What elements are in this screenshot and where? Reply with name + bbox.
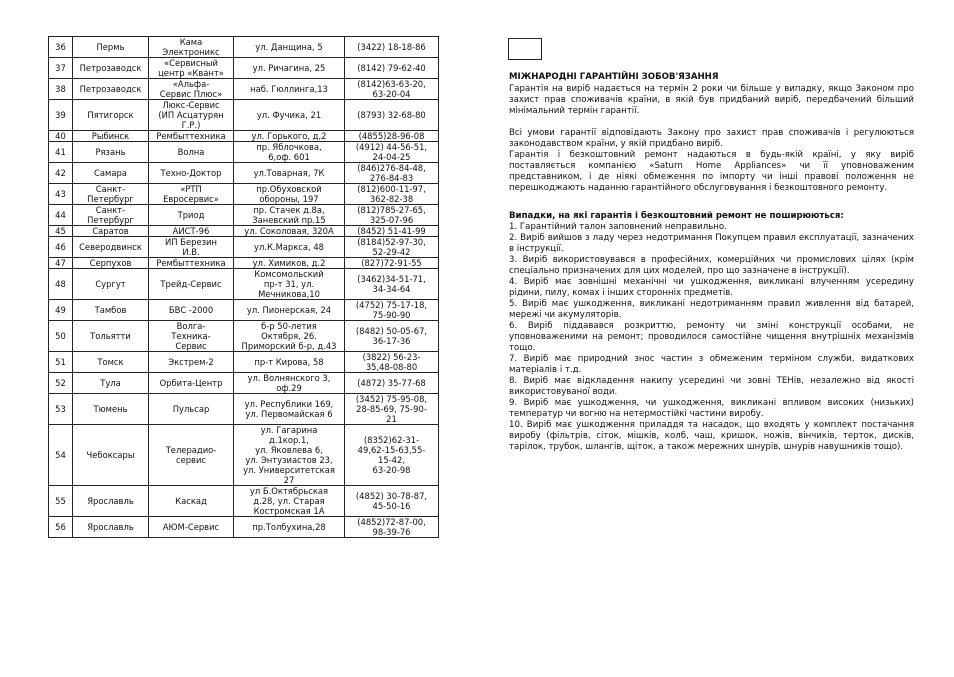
cell-text: БВС -2000 — [168, 305, 214, 315]
cell-text: 50 — [55, 331, 66, 341]
cell-text: 41 — [55, 147, 66, 157]
cell-text: (4872) 35-77-68 — [357, 378, 426, 388]
row-number-cell — [49, 486, 73, 517]
row-number-cell — [49, 425, 73, 486]
cell-text: ул. Волнянского 3, — [247, 373, 331, 383]
cell-text: ул. Республики 169, — [244, 399, 334, 409]
cell-text: 43 — [55, 189, 66, 199]
cell-text: пр. Яблочкова, — [256, 142, 322, 152]
row-number-cell — [49, 100, 73, 131]
phone-cell — [345, 205, 439, 226]
cell-text: (8352)62-31- — [363, 435, 420, 445]
cell-text: (3462)34-51-71, — [357, 274, 426, 284]
phone-cell — [345, 352, 439, 373]
row-number-cell — [49, 226, 73, 237]
row-number-cell — [49, 131, 73, 142]
warranty-title: МІЖНАРОДНІ ГАРАНТІЙНІ ЗОБОВ'ЯЗАННЯ — [509, 72, 719, 82]
cell-text: Чебоксары — [86, 450, 135, 460]
city-cell — [73, 237, 149, 258]
cell-text: (812)600-11-97, — [357, 184, 426, 194]
cell-text: наб. Гюллинга,13 — [250, 84, 328, 94]
address-cell — [234, 226, 345, 237]
row-number-cell — [49, 517, 73, 538]
cell-text: Орбита-Центр — [159, 378, 223, 388]
address-cell — [234, 184, 345, 205]
cell-text: ул.К.Маркса, 48 — [253, 242, 325, 252]
cell-text: 56 — [55, 522, 66, 532]
table-row — [49, 131, 439, 142]
exclusion-item: 1. Гарантійний талон заповнений неправильно. — [509, 222, 727, 232]
cell-text: Пульсар — [172, 404, 210, 414]
cell-text: Петрозаводск — [79, 63, 142, 73]
exclusion-item: 4. Виріб має зовнішні механічні чи ушкодження, викликані влученням усередину рідини, пилу, комах і інших сторонніх предметів. — [509, 277, 914, 298]
cell-text: пр.Толбухина,28 — [252, 522, 326, 532]
city-cell — [73, 321, 149, 352]
company-cell — [149, 237, 234, 258]
cell-text: 24-04-25 — [372, 152, 411, 162]
city-cell — [73, 142, 149, 163]
table-row — [49, 237, 439, 258]
cell-text: Электроникс — [162, 47, 220, 57]
cell-text: 34-34-64 — [372, 284, 411, 294]
cell-text: 54 — [55, 450, 66, 460]
address-cell — [234, 321, 345, 352]
cell-text: 28-85-69, 75-90- — [356, 404, 427, 414]
company-cell — [149, 37, 234, 58]
city-cell — [73, 37, 149, 58]
phone-cell — [345, 300, 439, 321]
cell-text: Ярославль — [87, 496, 134, 506]
cell-text: 276-84-83 — [369, 173, 414, 183]
city-cell — [73, 373, 149, 394]
cell-text: пр-т Кирова, 58 — [254, 357, 324, 367]
cell-text: 49,62-15-63,55- — [357, 445, 426, 455]
address-cell — [234, 237, 345, 258]
cell-text: Петрозаводск — [79, 84, 142, 94]
cell-text: (3452) 75-95-08, — [355, 394, 428, 404]
table-row — [49, 258, 439, 269]
cell-text: 35,48-08-80 — [365, 362, 418, 372]
phone-cell — [345, 321, 439, 352]
table-row — [49, 517, 439, 538]
city-cell — [73, 394, 149, 425]
cell-text: 40 — [55, 131, 66, 141]
row-number-cell — [49, 37, 73, 58]
address-cell — [234, 163, 345, 184]
cell-text: 63-20-98 — [372, 465, 411, 475]
city-cell — [73, 205, 149, 226]
company-cell — [149, 131, 234, 142]
phone-cell — [345, 269, 439, 300]
cell-text: ул. Фучика, 21 — [256, 110, 322, 120]
exclusion-item: 7. Виріб має природний знос частин з обмеженим терміном служби, видаткових матеріалів і т.д. — [509, 354, 914, 375]
city-cell — [73, 517, 149, 538]
city-cell — [73, 100, 149, 131]
cell-text: 36 — [55, 42, 66, 52]
address-cell — [234, 373, 345, 394]
warranty-condition: Всі умови гарантії відповідають Закону про захист прав споживачів і регулюються законодавством країни, у якій придбано виріб. — [509, 128, 914, 149]
phone-cell — [345, 226, 439, 237]
row-number-cell — [49, 373, 73, 394]
cell-text: 362-82-38 — [369, 194, 414, 204]
address-cell — [234, 37, 345, 58]
table-row — [49, 269, 439, 300]
cell-text: 21 — [386, 414, 397, 424]
table-row — [49, 425, 439, 486]
cell-text: ул. Яковлева 6, — [255, 445, 323, 455]
cell-text: 45 — [55, 226, 66, 236]
address-cell — [234, 300, 345, 321]
cell-text: 53 — [55, 404, 66, 414]
cell-text: ул. Первомайская 6 — [245, 409, 333, 419]
cell-text: Тула — [100, 378, 121, 388]
phone-cell — [345, 37, 439, 58]
row-number-cell — [49, 237, 73, 258]
cell-text: ул. Химиков, д.2 — [252, 258, 326, 268]
cell-text: 48 — [55, 279, 66, 289]
cell-text: Люкс-Сервис — [162, 100, 220, 110]
table-row — [49, 226, 439, 237]
exclusion-item: 2. Виріб вийшов з ладу через недотримання Покупцем правил експлуатації, зазначених в інструкції. — [509, 233, 914, 254]
exclusion-item: 8. Виріб має відкладення накипу усередині чи зовні ТЕНів, незалежно від якості використовуваної води. — [509, 376, 914, 397]
table-row — [49, 100, 439, 131]
table-row — [49, 300, 439, 321]
cell-text: ул. Ричагина, 25 — [252, 63, 326, 73]
cell-text: б-р 50-летия — [261, 321, 317, 331]
cell-text: 63-20-04 — [372, 89, 411, 99]
cell-text: (4852) 30-78-87, — [355, 491, 428, 501]
cell-text: 52 — [55, 378, 66, 388]
cell-text: (4855)28-96-08 — [358, 131, 425, 141]
cell-text: 46 — [55, 242, 66, 252]
cell-text: (8482) 50-05-67, — [355, 326, 428, 336]
cell-text: пр-т 31, ул. — [263, 279, 315, 289]
phone-cell — [345, 373, 439, 394]
cell-text: Северодвинск — [79, 242, 142, 252]
cell-text: Петербург — [87, 194, 134, 204]
cell-text: (3422) 18-18-86 — [357, 42, 426, 52]
cell-text: Ярославль — [87, 522, 134, 532]
row-number-cell — [49, 352, 73, 373]
exclusion-item: 9. Виріб має ушкодження, чи ушкодження, викликані впливом високих (низьких) температур чи вогню на нетермостійкі частини виробу. — [509, 398, 914, 419]
table-row — [49, 37, 439, 58]
phone-cell — [345, 131, 439, 142]
cell-text: 51 — [55, 357, 66, 367]
company-cell — [149, 425, 234, 486]
address-cell — [234, 486, 345, 517]
phone-cell — [345, 142, 439, 163]
cell-text: пр. Стачек д.8а, — [253, 205, 325, 215]
table-row — [49, 163, 439, 184]
city-cell — [73, 300, 149, 321]
cell-text: Санкт- — [95, 205, 126, 215]
row-number-cell — [49, 258, 73, 269]
city-cell — [73, 269, 149, 300]
table-row — [49, 184, 439, 205]
company-cell — [149, 79, 234, 100]
cell-text: Рязань — [95, 147, 126, 157]
cell-text: оф.29 — [276, 383, 302, 393]
cell-text: (827)72-91-55 — [361, 258, 422, 268]
cell-text: 49 — [55, 305, 66, 315]
row-number-cell — [49, 163, 73, 184]
cell-text: (8793) 32-68-80 — [357, 110, 426, 120]
cell-text: Костромская 1А — [253, 506, 325, 516]
phone-cell — [345, 58, 439, 79]
cell-text: Сервис — [175, 341, 207, 351]
phone-cell — [345, 79, 439, 100]
cell-text: Петербург — [87, 215, 134, 225]
cell-text: 42 — [55, 168, 66, 178]
cell-text: ул. Соколовая, 320А — [244, 226, 334, 236]
table-row — [49, 373, 439, 394]
cell-text: (8184)52-97-30, — [357, 237, 426, 247]
warranty-condition: Гарантія і безкоштовний ремонт надаються в будь-якій країні, у яку виріб поставляється компанією «Saturn Home Appliances» чи її уповноваженим представником, і де ніякі обмеження по імпорту чи інші правові положення не перешкоджають наданню гарантійного обслуговування і безкоштовного ремонту. — [509, 150, 914, 193]
company-cell — [149, 394, 234, 425]
cell-text: Кама — [179, 37, 203, 47]
address-cell — [234, 394, 345, 425]
address-cell — [234, 352, 345, 373]
cell-text: Трейд-Сервис — [160, 279, 222, 289]
table-row — [49, 321, 439, 352]
table-row — [49, 205, 439, 226]
row-number-cell — [49, 205, 73, 226]
exclusion-item: 5. Виріб має ушкодження, викликані недотриманням правил живлення від батарей, мережі чи акумуляторів. — [509, 299, 914, 320]
cell-text: Г.Р.) — [181, 120, 201, 130]
cell-text: ул. Университетская — [243, 465, 335, 475]
row-number-cell — [49, 58, 73, 79]
cell-text: (8142) 79-62-40 — [357, 63, 426, 73]
company-cell — [149, 226, 234, 237]
city-cell — [73, 79, 149, 100]
cell-text: Сервис Плюс» — [159, 89, 223, 99]
phone-cell — [345, 425, 439, 486]
cell-text: ул.Товарная, 7К — [253, 168, 325, 178]
table-row — [49, 352, 439, 373]
city-cell — [73, 352, 149, 373]
row-number-cell — [49, 394, 73, 425]
cell-text: 98-39-76 — [372, 527, 411, 537]
row-number-cell — [49, 300, 73, 321]
cell-text: 75-90-90 — [372, 310, 411, 320]
city-cell — [73, 184, 149, 205]
cell-text: 36-17-36 — [372, 336, 411, 346]
page-number-box — [508, 38, 542, 60]
cell-text: ул. Горького, д,2 — [251, 131, 327, 141]
address-cell — [234, 131, 345, 142]
cell-text: центр «Квант» — [158, 68, 224, 78]
company-cell — [149, 300, 234, 321]
cell-text: ИП Березин — [165, 237, 217, 247]
cell-text: (8452) 51-41-99 — [357, 226, 426, 236]
cell-text: 38 — [55, 84, 66, 94]
cell-text: 47 — [55, 258, 66, 268]
cell-text: Пермь — [96, 42, 125, 52]
cell-text: Саратов — [92, 226, 129, 236]
cell-text: Томск — [97, 357, 124, 367]
cell-text: Каскад — [175, 496, 207, 506]
cell-text: (3822) 56-23- — [362, 352, 421, 362]
company-cell — [149, 205, 234, 226]
cell-text: Триод — [177, 210, 205, 220]
cell-text: ул. Гагарина — [260, 425, 318, 435]
address-cell — [234, 517, 345, 538]
cell-text: Рембыттехника — [156, 131, 226, 141]
phone-cell — [345, 394, 439, 425]
company-cell — [149, 100, 234, 131]
cell-text: АЮМ-Сервис — [162, 522, 220, 532]
company-cell — [149, 58, 234, 79]
cell-text: 37 — [55, 63, 66, 73]
city-cell — [73, 486, 149, 517]
service-centers-table-body — [49, 37, 439, 538]
row-number-cell — [49, 142, 73, 163]
cell-text: обороны, 197 — [259, 194, 319, 204]
cell-text: Евросервис» — [163, 194, 219, 204]
company-cell — [149, 486, 234, 517]
cell-text: (ИП Асцатурян — [158, 110, 224, 120]
city-cell — [73, 226, 149, 237]
cell-text: «Сервисный — [164, 58, 218, 68]
cell-text: Рыбинск — [91, 131, 130, 141]
table-row — [49, 394, 439, 425]
exclusion-item: 6. Виріб піддавався розкриттю, ремонту чи зміні конструкції особами, не уповноваженими на ремонт; проводилося самостійне чищення внутрішніх механізмів тощо. — [509, 321, 914, 353]
cell-text: АИСТ-96 — [172, 226, 210, 236]
cell-text: д.28, ул. Старая — [253, 496, 325, 506]
exclusion-item: 10. Виріб має ушкодження приладдя та насадок, що входять у комплект постачання виробу (фільтрів, сіток, мішків, колб, чаш, кришок, ножів, вінчиків, терток, дисків, тарілок, трубок, шлангів, щіток, а також мережних шнурів, шнурів навушників тощо). — [509, 420, 914, 452]
phone-cell — [345, 184, 439, 205]
cell-text: 39 — [55, 110, 66, 120]
cell-text: ул. Пионерская, 24 — [246, 305, 332, 315]
cell-text: Волга- — [176, 321, 206, 331]
table-row — [49, 58, 439, 79]
row-number-cell — [49, 321, 73, 352]
cell-text: Серпухов — [89, 258, 132, 268]
cell-text: 44 — [55, 210, 66, 220]
table-row — [49, 486, 439, 517]
row-number-cell — [49, 79, 73, 100]
company-cell — [149, 163, 234, 184]
cell-text: пр.Обуховской — [256, 184, 322, 194]
cell-text: 52-29-42 — [372, 247, 411, 257]
phone-cell — [345, 486, 439, 517]
company-cell — [149, 373, 234, 394]
cell-text: Тольятти — [90, 331, 131, 341]
phone-cell — [345, 237, 439, 258]
cell-text: (4752) 75-17-18, — [355, 300, 428, 310]
company-cell — [149, 258, 234, 269]
phone-cell — [345, 258, 439, 269]
cell-text: Волна — [177, 147, 205, 157]
address-cell — [234, 142, 345, 163]
cell-text: «РТП — [180, 184, 202, 194]
exclusion-item: 3. Виріб використовувався в професійних, комерційних чи промислових цілях (крім спеціально призначених для цих моделей, про що зазначене в інструкції). — [509, 255, 914, 276]
address-cell — [234, 100, 345, 131]
cell-text: 55 — [55, 496, 66, 506]
cell-text: Комсомольский — [254, 269, 324, 279]
address-cell — [234, 205, 345, 226]
company-cell — [149, 517, 234, 538]
warranty-section — [509, 72, 914, 453]
company-cell — [149, 142, 234, 163]
company-cell — [149, 184, 234, 205]
company-cell — [149, 321, 234, 352]
address-cell — [234, 79, 345, 100]
company-cell — [149, 269, 234, 300]
cell-text: (812)785-27-65, — [357, 205, 426, 215]
cell-text: 27 — [283, 475, 295, 485]
cell-text: Заневский пр.15 — [252, 215, 326, 225]
cell-text: «Альфа- — [172, 79, 210, 89]
cell-text: ул. Данщина, 5 — [255, 42, 323, 52]
cell-text: Октября, 26. — [261, 331, 317, 341]
cell-text: Техника- — [171, 331, 211, 341]
cell-text: Телерадио- — [165, 445, 217, 455]
cell-text: Пятигорск — [87, 110, 134, 120]
company-cell — [149, 352, 234, 373]
city-cell — [73, 58, 149, 79]
row-number-cell — [49, 269, 73, 300]
cell-text: (4912) 44-56-51, — [355, 142, 428, 152]
cell-text: Тюмень — [93, 404, 128, 414]
city-cell — [73, 258, 149, 269]
cell-text: сервис — [175, 455, 207, 465]
city-cell — [73, 131, 149, 142]
cell-text: Техно-Доктор — [160, 168, 222, 178]
cell-text: 325-07-96 — [369, 215, 414, 225]
table-row — [49, 142, 439, 163]
address-cell — [234, 258, 345, 269]
cell-text: Тамбов — [94, 305, 127, 315]
cell-text: И.В. — [182, 247, 200, 257]
cell-text: Сургут — [95, 279, 126, 289]
phone-cell — [345, 517, 439, 538]
cell-text: ул Б.Октябрьская — [249, 486, 329, 496]
cell-text: (8142)63-63-20, — [357, 79, 426, 89]
service-centers-table — [48, 36, 439, 538]
row-number-cell — [49, 184, 73, 205]
exclusions-title: Випадки, на які гарантія і безкоштовний ремонт не поширюються: — [509, 211, 844, 221]
warranty-intro: Гарантія на виріб надається на термін 2 роки чи більше у випадку, якщо Законом про захист прав споживачів країни, в якій був придбаний виріб, передбачений більший мінімальний термін гарантії. — [509, 84, 914, 116]
address-cell — [234, 425, 345, 486]
phone-cell — [345, 100, 439, 131]
cell-text: (846)276-84-48, — [357, 163, 426, 173]
cell-text: ул. Энтузиастов 23, — [245, 455, 333, 465]
phone-cell — [345, 163, 439, 184]
cell-text: 45-50-16 — [372, 501, 411, 511]
city-cell — [73, 163, 149, 184]
cell-text: Самара — [94, 168, 127, 178]
city-cell — [73, 425, 149, 486]
address-cell — [234, 269, 345, 300]
cell-text: Рембыттехника — [156, 258, 226, 268]
cell-text: 6,оф. 601 — [268, 152, 310, 162]
cell-text: Экстрем-2 — [168, 357, 214, 367]
cell-text: Санкт- — [95, 184, 126, 194]
table-row — [49, 79, 439, 100]
cell-text: Мечникова,10 — [258, 289, 320, 299]
cell-text: 15-42, — [378, 455, 405, 465]
cell-text: Приморский б-р, д.43 — [241, 341, 337, 351]
cell-text: (4852)72-87-00, — [357, 517, 426, 527]
address-cell — [234, 58, 345, 79]
cell-text: д.1кор.1, — [269, 435, 309, 445]
